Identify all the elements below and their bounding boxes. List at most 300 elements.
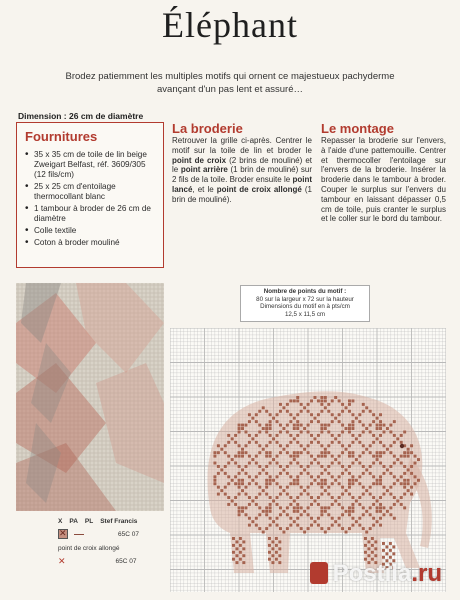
stitch-cell xyxy=(324,482,327,485)
stitch-cell xyxy=(331,475,334,478)
stitch-cell xyxy=(338,441,341,444)
stitch-cell xyxy=(289,503,292,506)
stitch-cell xyxy=(296,399,299,402)
stitch-cell xyxy=(282,531,285,534)
stitch-cell xyxy=(235,554,238,557)
stitch-cell xyxy=(334,437,337,440)
stitch-cell xyxy=(251,437,254,440)
stitch-cell xyxy=(217,493,220,496)
stitch-cell xyxy=(307,451,310,454)
stitch-cell xyxy=(310,441,313,444)
stitch-cell xyxy=(400,496,403,499)
stitch-cell xyxy=(269,413,272,416)
stitch-cell xyxy=(258,513,261,516)
stitch-cell xyxy=(331,524,334,527)
stitch-cell xyxy=(265,455,268,458)
stitch-cell xyxy=(371,537,374,540)
stitch-cell xyxy=(251,417,254,420)
stitch-cell xyxy=(348,472,351,475)
stitch-cell xyxy=(289,482,292,485)
stitch-cell xyxy=(258,431,261,434)
stitch-cell xyxy=(327,444,330,447)
stitch-cell xyxy=(300,527,303,530)
stitch-cell xyxy=(234,455,237,458)
stitch-cell xyxy=(303,510,306,513)
stitch-cell xyxy=(324,406,327,409)
stitch-cell xyxy=(317,462,320,465)
stitch-cell xyxy=(303,489,306,492)
stitch-cell xyxy=(365,510,368,513)
stitch-cell xyxy=(358,462,361,465)
stitch-cell xyxy=(310,455,313,458)
stitch-cell xyxy=(327,431,330,434)
stitch-cell xyxy=(300,486,303,489)
stitch-cell xyxy=(269,510,272,513)
stitch-cell xyxy=(289,517,292,520)
stitch-cell xyxy=(358,503,361,506)
stitch-cell xyxy=(358,455,361,458)
stitch-cell xyxy=(362,472,365,475)
stitch-cell xyxy=(286,431,289,434)
stitch-cell xyxy=(279,451,282,454)
stitch-cell xyxy=(385,552,388,555)
stitch-cell xyxy=(324,396,327,399)
stitch-cell xyxy=(296,462,299,465)
stitch-cell xyxy=(383,506,386,509)
stitch-cell xyxy=(362,486,365,489)
stitch-cell xyxy=(296,510,299,513)
stitch-cell xyxy=(379,413,382,416)
stitch-cell xyxy=(403,482,406,485)
stitch-cell xyxy=(379,479,382,482)
stitch-cell xyxy=(278,547,281,550)
stitch-cell xyxy=(348,410,351,413)
stitch-cell xyxy=(400,482,403,485)
stitch-cell xyxy=(376,458,379,461)
stitch-cell xyxy=(300,444,303,447)
stitch-cell xyxy=(269,496,272,499)
stitch-cell xyxy=(242,547,245,550)
stitch-cell xyxy=(324,455,327,458)
stitch-cell xyxy=(320,479,323,482)
stitch-cell xyxy=(389,472,392,475)
stitch-cell xyxy=(314,458,317,461)
stitch-cell xyxy=(348,513,351,516)
stitch-cell xyxy=(271,554,274,557)
stitch-cell xyxy=(355,437,358,440)
stitch-cell xyxy=(248,517,251,520)
stitch-cell xyxy=(396,500,399,503)
stitch-cell xyxy=(276,441,279,444)
stitch-cell xyxy=(396,479,399,482)
stitch-cell xyxy=(364,537,367,540)
stitch-cell xyxy=(403,465,406,468)
stitch-cell xyxy=(300,451,303,454)
stitch-cell xyxy=(358,420,361,423)
fournitures-title: Fournitures xyxy=(25,129,98,144)
stitch-cell xyxy=(383,431,386,434)
stitch-cell xyxy=(303,427,306,430)
stitch-cell xyxy=(279,493,282,496)
stitch-cell xyxy=(248,420,251,423)
list-item: • Colle textile xyxy=(25,226,155,236)
stitch-cell xyxy=(275,558,278,561)
stitch-cell xyxy=(351,482,354,485)
stitch-cell xyxy=(296,441,299,444)
stitch-cell xyxy=(268,551,271,554)
stitch-cell xyxy=(232,537,235,540)
stitch-cell xyxy=(265,465,268,468)
stitch-cell xyxy=(338,524,341,527)
stitch-cell xyxy=(258,493,261,496)
stitch-cell xyxy=(289,496,292,499)
stitch-cell xyxy=(269,475,272,478)
stitch-cell xyxy=(331,517,334,520)
stitch-cell xyxy=(251,458,254,461)
stitch-cell xyxy=(362,513,365,516)
stitch-cell xyxy=(334,417,337,420)
stitch-cell xyxy=(245,451,248,454)
stitch-cell xyxy=(320,482,323,485)
stitch-cell xyxy=(331,434,334,437)
stitch-cell xyxy=(327,465,330,468)
stitch-cell xyxy=(372,420,375,423)
stitch-cell xyxy=(307,493,310,496)
legend-row-cross xyxy=(58,529,168,539)
stitch-cell xyxy=(369,465,372,468)
stitch-cell xyxy=(234,441,237,444)
stitch-cell xyxy=(407,479,410,482)
stitch-cell xyxy=(365,427,368,430)
stitch-cell xyxy=(383,493,386,496)
stitch-cell xyxy=(369,424,372,427)
stitch-cell xyxy=(248,462,251,465)
stitch-cell xyxy=(334,458,337,461)
stitch-cell xyxy=(278,554,281,557)
stitch-cell xyxy=(265,479,268,482)
stitch-cell xyxy=(324,479,327,482)
stitch-cell xyxy=(351,462,354,465)
grid-info-line: 80 sur la largeur x 72 sur la hauteur xyxy=(256,295,354,303)
stitch-cell xyxy=(262,468,265,471)
stitch-cell xyxy=(234,496,237,499)
stitch-cell xyxy=(307,444,310,447)
stitch-cell xyxy=(289,434,292,437)
stitch-cell xyxy=(410,486,413,489)
stitch-cell xyxy=(345,510,348,513)
stitch-cell xyxy=(255,517,258,520)
stitch-cell xyxy=(296,413,299,416)
stitch-cell xyxy=(310,413,313,416)
stitch-cell xyxy=(355,520,358,523)
stitch-cell xyxy=(232,558,235,561)
stitch-cell xyxy=(348,486,351,489)
stitch-cell xyxy=(310,462,313,465)
stitch-cell xyxy=(393,482,396,485)
stitch-cell xyxy=(393,462,396,465)
stitch-cell xyxy=(327,424,330,427)
stitch-cell xyxy=(348,444,351,447)
stitch-cell xyxy=(310,496,313,499)
stitch-cell xyxy=(338,496,341,499)
stitch-cell xyxy=(389,549,392,552)
stitch-cell xyxy=(372,517,375,520)
stitch-cell xyxy=(348,431,351,434)
cross-stitch-swatch-icon xyxy=(58,529,68,539)
stitch-cell xyxy=(255,441,258,444)
stitch-cell xyxy=(271,547,274,550)
stitch-cell xyxy=(265,513,268,516)
stitch-cell xyxy=(251,520,254,523)
stitch-cell xyxy=(327,527,330,530)
stitch-cell xyxy=(371,551,374,554)
stitch-cell xyxy=(338,462,341,465)
stitch-cell xyxy=(300,410,303,413)
stitch-cell xyxy=(338,517,341,520)
stitch-cell xyxy=(300,424,303,427)
stitch-cell xyxy=(234,434,237,437)
stitch-cell xyxy=(269,424,272,427)
stitch-cell xyxy=(369,472,372,475)
stitch-cell xyxy=(286,424,289,427)
stitch-cell xyxy=(376,427,379,430)
stitch-cell xyxy=(272,500,275,503)
stitch-cell xyxy=(268,537,271,540)
stitch-cell xyxy=(341,527,344,530)
stitch-cell xyxy=(289,462,292,465)
list-item: • 35 x 35 cm de toile de lin beige Zweigart Belfast, réf. 3609/305 (12 fils/cm) xyxy=(25,150,155,180)
stitch-cell xyxy=(364,551,367,554)
stitch-cell xyxy=(289,399,292,402)
stitch-cell xyxy=(369,486,372,489)
stitch-cell xyxy=(410,444,413,447)
stitch-cell xyxy=(300,513,303,516)
stitch-cell xyxy=(269,462,272,465)
stitch-cell xyxy=(372,413,375,416)
stitch-cell xyxy=(276,413,279,416)
stitch-cell xyxy=(369,410,372,413)
stitch-cell xyxy=(231,500,234,503)
stitch-cell xyxy=(379,424,382,427)
stitch-cell xyxy=(279,527,282,530)
list-item: • 25 x 25 cm d'entoilage thermocollant blanc xyxy=(25,182,155,202)
stitch-cell xyxy=(403,479,406,482)
stitch-cell xyxy=(227,475,230,478)
stitch-cell xyxy=(289,524,292,527)
stitch-cell xyxy=(307,513,310,516)
stitch-cell xyxy=(324,451,327,454)
stitch-cell xyxy=(403,506,406,509)
stitch-cell xyxy=(317,482,320,485)
stitch-cell xyxy=(303,468,306,471)
stitch-cell xyxy=(307,431,310,434)
stitch-cell xyxy=(314,520,317,523)
stitch-cell xyxy=(389,556,392,559)
stitch-cell xyxy=(362,527,365,530)
stitch-cell xyxy=(231,458,234,461)
stitch-cell xyxy=(307,424,310,427)
stitch-cell xyxy=(245,465,248,468)
stitch-cell xyxy=(372,462,375,465)
stitch-cell xyxy=(245,506,248,509)
stitch-cell xyxy=(379,462,382,465)
stitch-cell xyxy=(410,465,413,468)
stitch-cell xyxy=(382,542,385,545)
stitch-cell xyxy=(300,403,303,406)
stitch-cell xyxy=(355,458,358,461)
stitch-cell xyxy=(269,434,272,437)
stitch-cell xyxy=(255,434,258,437)
stitch-cell xyxy=(317,441,320,444)
stitch-cell xyxy=(310,399,313,402)
stitch-cell xyxy=(279,424,282,427)
backstitch-line-icon xyxy=(74,534,84,535)
stitch-cell xyxy=(334,479,337,482)
stitch-cell xyxy=(235,540,238,543)
stitch-cell xyxy=(320,399,323,402)
list-item: • 1 tambour à broder de 26 cm de diamètre xyxy=(25,204,155,224)
stitch-cell xyxy=(296,420,299,423)
stitch-cell xyxy=(369,513,372,516)
stitch-cell xyxy=(275,551,278,554)
stitch-cell xyxy=(272,417,275,420)
stitch-cell xyxy=(327,486,330,489)
stitch-cell xyxy=(242,561,245,564)
stitch-cell xyxy=(376,506,379,509)
stitch-cell xyxy=(317,455,320,458)
stitch-cell xyxy=(386,427,389,430)
stitch-cell xyxy=(265,451,268,454)
stitch-cell xyxy=(355,417,358,420)
stitch-cell xyxy=(338,482,341,485)
stitch-chart xyxy=(170,328,446,592)
stitch-cell xyxy=(248,496,251,499)
stitch-cell xyxy=(393,441,396,444)
stitch-cell xyxy=(255,462,258,465)
stitch-cell xyxy=(338,413,341,416)
stitch-cell xyxy=(238,424,241,427)
legend-code: 65C 07 xyxy=(115,558,137,565)
stitch-cell xyxy=(324,468,327,471)
stitch-cell xyxy=(389,451,392,454)
legend-header: X PA PL Stef Francis xyxy=(58,518,138,525)
stitch-cell xyxy=(234,503,237,506)
stitch-cell xyxy=(296,451,299,454)
stitch-cell xyxy=(238,486,241,489)
stitch-cell xyxy=(258,506,261,509)
legend-row-long-code xyxy=(58,556,168,567)
stitch-cell xyxy=(351,455,354,458)
stitch-cell xyxy=(238,506,241,509)
stitch-cell xyxy=(365,448,368,451)
stitch-cell xyxy=(220,448,223,451)
stitch-cell xyxy=(369,506,372,509)
stitch-cell xyxy=(362,444,365,447)
stitch-cell xyxy=(258,451,261,454)
stitch-cell xyxy=(392,545,395,548)
stitch-cell xyxy=(345,406,348,409)
stitch-cell xyxy=(245,431,248,434)
stitch-cell xyxy=(327,493,330,496)
stitch-cell xyxy=(286,444,289,447)
stitch-cell xyxy=(300,472,303,475)
stitch-cell xyxy=(320,455,323,458)
stitch-cell xyxy=(255,475,258,478)
stitch-cell xyxy=(293,510,296,513)
stitch-cell xyxy=(271,561,274,564)
stitch-cell xyxy=(362,451,365,454)
stitch-cell xyxy=(327,472,330,475)
stitch-cell xyxy=(241,479,244,482)
stitch-cell xyxy=(324,399,327,402)
list-item: • Coton à broder mouliné xyxy=(25,238,155,248)
stitch-cell xyxy=(271,540,274,543)
grid-info-box xyxy=(240,285,370,322)
stitch-cell xyxy=(286,410,289,413)
stitch-cell xyxy=(379,427,382,430)
stitch-cell xyxy=(279,444,282,447)
stitch-cell xyxy=(310,420,313,423)
stitch-cell xyxy=(245,444,248,447)
stitch-cell xyxy=(403,455,406,458)
stitch-cell xyxy=(224,465,227,468)
stitch-cell xyxy=(379,451,382,454)
stitch-cell xyxy=(293,500,296,503)
stitch-cell xyxy=(293,451,296,454)
stitch-cell xyxy=(217,486,220,489)
long-cross-icon: ✕ xyxy=(58,556,66,566)
stitch-cell xyxy=(410,472,413,475)
stitch-cell xyxy=(351,496,354,499)
stitch-cell xyxy=(348,455,351,458)
stitch-cell xyxy=(320,486,323,489)
stitch-cell xyxy=(279,486,282,489)
stitch-cell xyxy=(248,413,251,416)
stitch-cell xyxy=(314,417,317,420)
stitch-cell xyxy=(324,506,327,509)
grid-info-line: 12,5 x 11,5 cm xyxy=(284,310,326,318)
stitch-cell xyxy=(245,513,248,516)
stitch-cell xyxy=(414,482,417,485)
stitch-cell xyxy=(258,486,261,489)
stitch-cell xyxy=(213,451,216,454)
stitch-cell xyxy=(258,472,261,475)
stitch-cell xyxy=(372,496,375,499)
stitch-cell xyxy=(241,451,244,454)
stitch-cell xyxy=(389,493,392,496)
stitch-cell xyxy=(255,503,258,506)
stitch-cell xyxy=(248,434,251,437)
stitch-cell xyxy=(338,434,341,437)
stitch-cell xyxy=(331,420,334,423)
stitch-cell xyxy=(286,493,289,496)
stitch-cell xyxy=(265,410,268,413)
stitch-cell xyxy=(372,524,375,527)
broderie-text: Retrouver la grille ci-après. Centrer le motif sur la toile de lin et broder le point de croix (2 brins de mouliné) et le point arrière (1 brin de mouliné) sur 2 fils de la toile. Broder ensuite le point lancé, et le point de croix allongé (1 brin de mouliné). xyxy=(172,136,313,204)
stitch-cell xyxy=(279,513,282,516)
stitch-cell xyxy=(341,486,344,489)
stitch-cell xyxy=(238,493,241,496)
stitch-cell xyxy=(265,472,268,475)
stitch-cell xyxy=(351,399,354,402)
stitch-cell xyxy=(286,486,289,489)
stitch-cell xyxy=(403,493,406,496)
stitch-cell xyxy=(372,482,375,485)
stitch-cell xyxy=(351,420,354,423)
stitch-cell xyxy=(320,465,323,468)
stitch-cell xyxy=(307,465,310,468)
stitch-cell xyxy=(293,417,296,420)
